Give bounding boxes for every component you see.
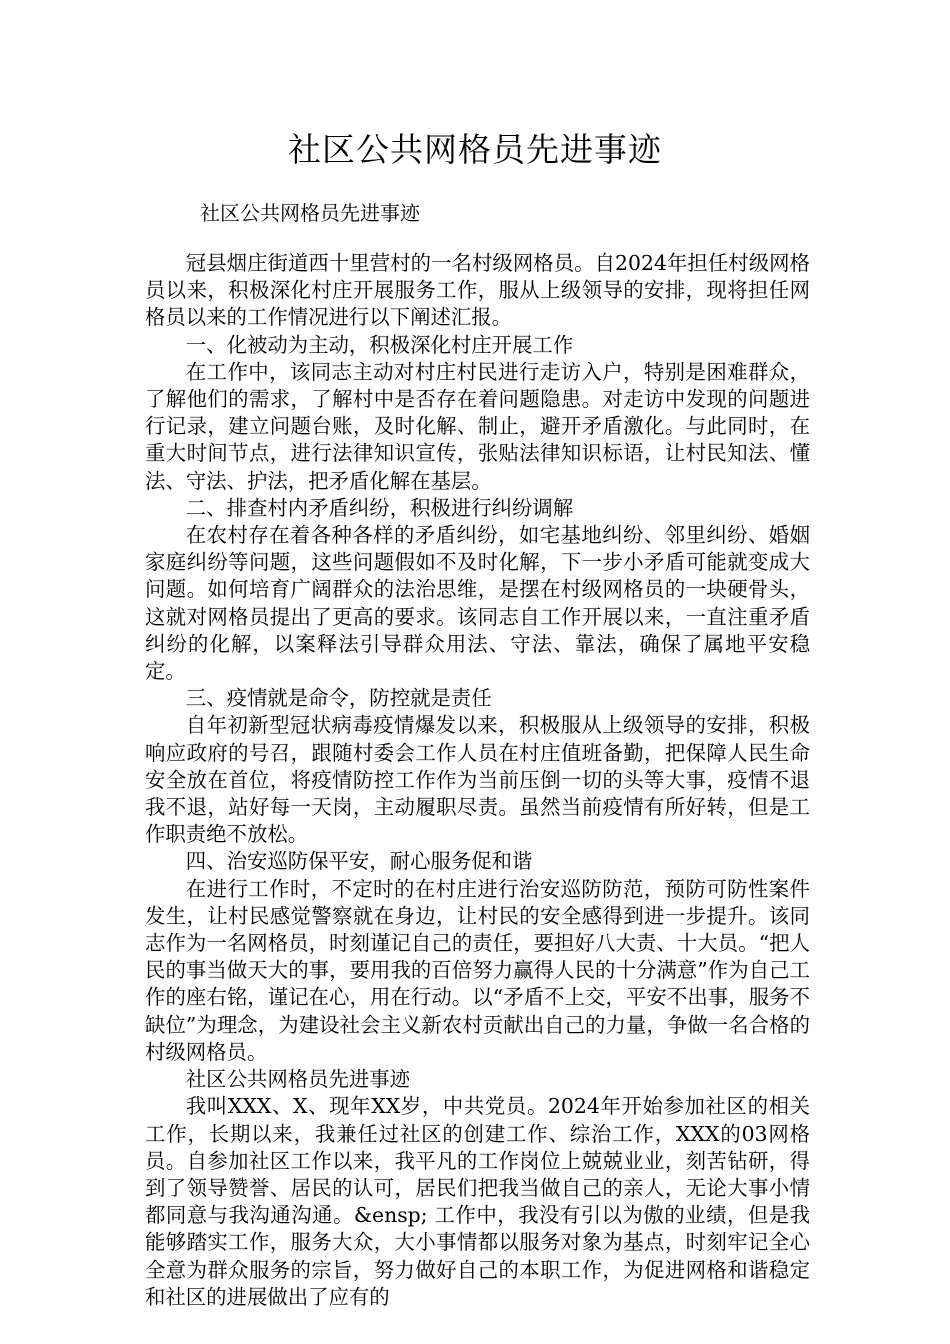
intro-paragraph: 冠县烟庄街道西十里营村的一名村级网格员。自2024年担任村级网格员以来，积极深化村庄开展服务工作，服从上级领导的安排，现将担任网格员以来的工作情况进行以下阐述汇报。 — [145, 251, 810, 330]
body-paragraph: 自年初新型冠状病毒疫情爆发以来，积极服从上级领导的安排，积极响应政府的号召，跟随村委会工作人员在村庄值班备勤，把保障人民生命安全放在首位，将疫情防控工作作为当前压倒一切的头等大事，疫情不退我不退，站好每一天岗，主动履职尽责。虽然当前疫情有所好转，但是工作职责绝不放松。 — [145, 713, 810, 847]
section-heading-4: 四、治安巡防保平安，耐心服务促和谐 — [185, 849, 533, 874]
body-paragraph: 在进行工作时，不定时的在村庄进行治安巡防防范，预防可防性案件发生，让村民感觉警察就在身边，让村民的安全感得到进一步提升。该同志作为一名网格员，时刻谨记自己的责任，要担好八大责、十大员。“把人民的事当做天大的事，要用我的百倍努力赢得人民的十分满意”作为自己工作的座右铭，谨记在心，用在行动。以“矛盾不上交，平安不出事，服务不缺位”为理念，为建设社会主义新农村贡献出自己的力量，争做一名合格的村级网格员。 — [145, 876, 810, 1064]
section-heading-3: 三、疫情就是命令，防控就是责任 — [185, 686, 492, 711]
body-paragraph: 在工作中，该同志主动对村庄村民进行走访入户，特别是困难群众，了解他们的需求，了解村中是否存在着问题隐患。对走访中发现的问题进行记录，建立问题台账，及时化解、制止，避开矛盾激化。与此同时，在重大时间节点，进行法律知识宣传，张贴法律知识标语，让村民知法、懂法、守法、护法，把矛盾化解在基层。 — [145, 359, 810, 493]
document-body — [145, 250, 810, 1311]
body-paragraph: 我叫XXX、X、现年XX岁，中共党员。2024年开始参加社区的相关工作，长期以来，我兼任过社区的创建工作、综治工作，XXX的03网格员。自参加社区工作以来，我平凡的工作岗位上兢兢业业，刻苦钻研，得到了领导赞誉、居民的认可，居民们把我当做自己的亲人，无论大事小情都同意与我沟通沟通。&ensp; 工作中，我没有引以为傲的业绩，但是我能够踏实工作，服务大众，大小事情都以服务对象为基点，时刻牢记全心全意为群众服务的宗旨，努力做好自己的本职工作，为促进网格和谐稳定和社区的进展做出了应有的 — [145, 1094, 810, 1309]
section-heading-1: 一、化被动为主动，积极深化村庄开展工作 — [185, 332, 574, 357]
body-paragraph: 在农村存在着各种各样的矛盾纠纷，如宅基地纠纷、邻里纠纷、婚姻家庭纠纷等问题，这些问题假如不及时化解，下一步小矛盾可能就变成大问题。如何培育广阔群众的法治思维，是摆在村级网格员的一块硬骨头，这就对网格员提出了更高的要求。该同志自工作开展以来，一直注重矛盾纠纷的化解，以案释法引导群众用法、守法、靠法，确保了属地平安稳定。 — [145, 523, 810, 684]
document-title: 社区公共网格员先进事迹 — [288, 130, 662, 169]
section-heading-2: 二、排查村内矛盾纠纷，积极进行纠纷调解 — [185, 495, 574, 520]
document-subtitle: 社区公共网格员先进事迹 — [200, 201, 420, 225]
second-article-heading: 社区公共网格员先进事迹 — [185, 1067, 411, 1092]
